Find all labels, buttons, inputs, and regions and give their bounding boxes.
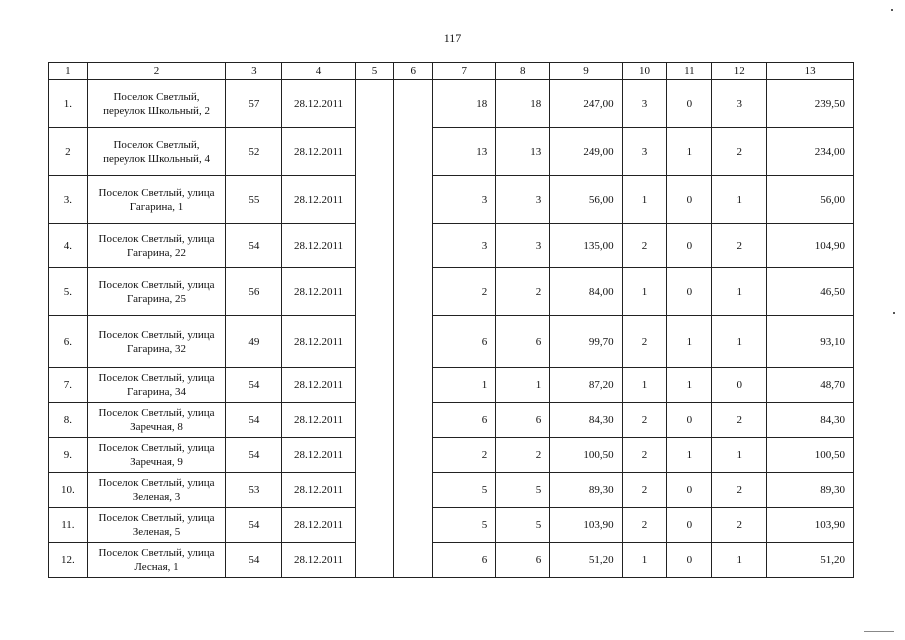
cell-c4: 28.12.2011: [282, 224, 355, 268]
address-line-1: Поселок Светлый,: [113, 138, 200, 151]
cell-c12: 2: [712, 473, 767, 508]
page-number: 117: [443, 31, 462, 45]
address-line-1: Поселок Светлый, улица: [98, 232, 215, 245]
cell-n: 9.: [49, 438, 88, 473]
cell-c10: 1: [622, 543, 667, 578]
table-row: [49, 508, 854, 543]
column-header: 7: [433, 63, 496, 80]
scan-speck: [893, 312, 895, 314]
cell-address: [87, 508, 226, 543]
cell-c6: [394, 508, 433, 543]
cell-c4: 28.12.2011: [282, 128, 355, 176]
cell-c7: 5: [433, 508, 496, 543]
cell-c4: 28.12.2011: [282, 80, 355, 128]
cell-c13: 46,50: [767, 268, 854, 316]
cell-n: 7.: [49, 368, 88, 403]
table-row: [49, 176, 854, 224]
cell-c3: 55: [226, 176, 282, 224]
address-line-2: переулок Школьный, 4: [103, 152, 210, 165]
cell-c12: 0: [712, 368, 767, 403]
address-line-1: Поселок Светлый, улица: [98, 372, 215, 384]
cell-c11: 0: [667, 176, 712, 224]
cell-c11: 1: [667, 128, 712, 176]
cell-c5: [355, 438, 394, 473]
table-row: [49, 473, 854, 508]
cell-c13: 89,30: [767, 473, 854, 508]
cell-c11: 0: [667, 268, 712, 316]
cell-c12: 1: [712, 316, 767, 368]
cell-c6: [394, 268, 433, 316]
table-body: [49, 80, 854, 578]
cell-n: 3.: [49, 176, 88, 224]
cell-c9: 99,70: [550, 316, 622, 368]
cell-c3: 54: [226, 438, 282, 473]
cell-c6: [394, 128, 433, 176]
cell-address: [87, 438, 226, 473]
cell-c6: [394, 368, 433, 403]
cell-c6: [394, 403, 433, 438]
cell-c8: 2: [496, 268, 550, 316]
cell-c6: [394, 316, 433, 368]
cell-c4: 28.12.2011: [282, 268, 355, 316]
cell-n: 2: [49, 128, 88, 176]
address-line-2: Зеленая, 5: [132, 526, 181, 538]
cell-address: [87, 176, 226, 224]
scan-speck: [864, 631, 894, 632]
cell-n: 12.: [49, 543, 88, 578]
cell-address: [87, 543, 226, 578]
cell-c11: 0: [667, 473, 712, 508]
address-line-2: Лесная, 1: [134, 561, 179, 573]
table-row: [49, 316, 854, 368]
cell-c9: 84,30: [550, 403, 622, 438]
cell-address: [87, 80, 226, 128]
cell-c6: [394, 473, 433, 508]
address-line-2: Гагарина, 22: [126, 246, 187, 259]
cell-c10: 2: [622, 508, 667, 543]
table-row: [49, 128, 854, 176]
cell-c10: 2: [622, 403, 667, 438]
cell-c13: 56,00: [767, 176, 854, 224]
cell-c11: 0: [667, 403, 712, 438]
cell-c7: 3: [433, 176, 496, 224]
cell-c4: 28.12.2011: [282, 543, 355, 578]
cell-c10: 1: [622, 368, 667, 403]
address-line-1: Поселок Светлый, улица: [98, 442, 215, 454]
cell-c4: 28.12.2011: [282, 473, 355, 508]
cell-address: [87, 403, 226, 438]
cell-address: [87, 224, 226, 268]
cell-n: 1.: [49, 80, 88, 128]
cell-c9: 56,00: [550, 176, 622, 224]
cell-n: 6.: [49, 316, 88, 368]
cell-c4: 28.12.2011: [282, 176, 355, 224]
cell-c5: [355, 368, 394, 403]
cell-c3: 54: [226, 508, 282, 543]
address-line-1: Поселок Светлый, улица: [98, 547, 215, 559]
cell-c11: 1: [667, 438, 712, 473]
cell-c8: 3: [496, 224, 550, 268]
cell-c10: 2: [622, 224, 667, 268]
cell-c11: 1: [667, 368, 712, 403]
address-line-1: Поселок Светлый, улица: [98, 512, 215, 524]
column-header: 12: [712, 63, 767, 80]
cell-c5: [355, 543, 394, 578]
cell-c13: 239,50: [767, 80, 854, 128]
cell-n: 4.: [49, 224, 88, 268]
cell-c12: 1: [712, 438, 767, 473]
cell-c3: 54: [226, 403, 282, 438]
cell-c5: [355, 128, 394, 176]
column-header: 6: [394, 63, 433, 80]
address-line-2: Гагарина, 25: [126, 292, 187, 305]
column-header: 1: [49, 63, 88, 80]
cell-c13: 51,20: [767, 543, 854, 578]
cell-c6: [394, 224, 433, 268]
cell-c8: 1: [496, 368, 550, 403]
cell-address: [87, 128, 226, 176]
cell-c7: 1: [433, 368, 496, 403]
table-row: [49, 543, 854, 578]
cell-c10: 3: [622, 128, 667, 176]
column-header: 3: [226, 63, 282, 80]
cell-c13: 104,90: [767, 224, 854, 268]
cell-c3: 56: [226, 268, 282, 316]
cell-n: 11.: [49, 508, 88, 543]
address-line-1: Поселок Светлый, улица: [98, 477, 215, 489]
cell-c12: 3: [712, 80, 767, 128]
cell-c6: [394, 80, 433, 128]
address-line-2: Заречная, 8: [130, 421, 183, 433]
cell-c7: 2: [433, 268, 496, 316]
table-row: [49, 368, 854, 403]
cell-c5: [355, 508, 394, 543]
table-row: [49, 403, 854, 438]
address-line-2: Гагарина, 34: [126, 386, 187, 398]
cell-c11: 0: [667, 80, 712, 128]
cell-address: [87, 268, 226, 316]
column-header: 9: [550, 63, 622, 80]
cell-c4: 28.12.2011: [282, 316, 355, 368]
cell-c10: 2: [622, 438, 667, 473]
cell-c11: 0: [667, 508, 712, 543]
address-line-2: переулок Школьный, 2: [103, 104, 210, 117]
table-row: [49, 438, 854, 473]
cell-c5: [355, 80, 394, 128]
column-header: 11: [667, 63, 712, 80]
cell-c4: 28.12.2011: [282, 438, 355, 473]
address-line-1: Поселок Светлый, улица: [98, 186, 215, 199]
cell-c4: 28.12.2011: [282, 403, 355, 438]
cell-c5: [355, 268, 394, 316]
cell-c10: 1: [622, 176, 667, 224]
cell-c9: 100,50: [550, 438, 622, 473]
cell-c8: 2: [496, 438, 550, 473]
cell-c9: 84,00: [550, 268, 622, 316]
cell-c12: 2: [712, 403, 767, 438]
table-row: [49, 80, 854, 128]
address-line-2: Заречная, 9: [130, 456, 183, 468]
cell-c9: 87,20: [550, 368, 622, 403]
column-header: 2: [87, 63, 226, 80]
cell-c12: 1: [712, 268, 767, 316]
cell-c3: 54: [226, 543, 282, 578]
cell-c3: 53: [226, 473, 282, 508]
cell-c11: 0: [667, 543, 712, 578]
cell-c10: 2: [622, 473, 667, 508]
cell-c13: 84,30: [767, 403, 854, 438]
table-row: [49, 224, 854, 268]
cell-c3: 54: [226, 368, 282, 403]
cell-c6: [394, 176, 433, 224]
cell-c11: 1: [667, 316, 712, 368]
cell-c7: 3: [433, 224, 496, 268]
table-row: [49, 268, 854, 316]
cell-address: [87, 316, 226, 368]
cell-c12: 1: [712, 543, 767, 578]
housing-registry-table: [48, 62, 854, 578]
cell-c6: [394, 438, 433, 473]
address-line-2: Зеленая, 3: [132, 491, 181, 503]
cell-c8: 18: [496, 80, 550, 128]
cell-c7: 5: [433, 473, 496, 508]
cell-c13: 48,70: [767, 368, 854, 403]
cell-c13: 103,90: [767, 508, 854, 543]
cell-c11: 0: [667, 224, 712, 268]
cell-n: 10.: [49, 473, 88, 508]
column-header: 4: [282, 63, 355, 80]
cell-c3: 52: [226, 128, 282, 176]
cell-n: 8.: [49, 403, 88, 438]
cell-c7: 2: [433, 438, 496, 473]
cell-c7: 18: [433, 80, 496, 128]
cell-c9: 103,90: [550, 508, 622, 543]
address-line-2: Гагарина, 32: [126, 342, 187, 355]
cell-n: 5.: [49, 268, 88, 316]
cell-c7: 6: [433, 316, 496, 368]
cell-c12: 2: [712, 508, 767, 543]
cell-c12: 2: [712, 128, 767, 176]
cell-c13: 234,00: [767, 128, 854, 176]
column-header: 13: [767, 63, 854, 80]
cell-c8: 6: [496, 403, 550, 438]
column-header: 10: [622, 63, 667, 80]
cell-c8: 6: [496, 543, 550, 578]
cell-c5: [355, 224, 394, 268]
cell-c12: 1: [712, 176, 767, 224]
cell-address: [87, 368, 226, 403]
cell-c13: 100,50: [767, 438, 854, 473]
cell-c9: 51,20: [550, 543, 622, 578]
cell-c3: 57: [226, 80, 282, 128]
cell-c7: 6: [433, 403, 496, 438]
address-line-2: Гагарина, 1: [129, 200, 184, 213]
cell-c5: [355, 403, 394, 438]
cell-c12: 2: [712, 224, 767, 268]
column-header: 5: [355, 63, 394, 80]
cell-c13: 93,10: [767, 316, 854, 368]
scan-speck: [891, 9, 893, 11]
address-line-1: Поселок Светлый, улица: [98, 278, 215, 291]
cell-c3: 49: [226, 316, 282, 368]
cell-c9: 135,00: [550, 224, 622, 268]
cell-c8: 6: [496, 316, 550, 368]
cell-c10: 2: [622, 316, 667, 368]
cell-c3: 54: [226, 224, 282, 268]
cell-c4: 28.12.2011: [282, 368, 355, 403]
cell-c5: [355, 473, 394, 508]
cell-c8: 5: [496, 508, 550, 543]
address-line-1: Поселок Светлый, улица: [98, 407, 215, 419]
cell-c7: 13: [433, 128, 496, 176]
cell-c4: 28.12.2011: [282, 508, 355, 543]
address-line-1: Поселок Светлый,: [113, 90, 200, 103]
cell-c8: 5: [496, 473, 550, 508]
cell-c10: 1: [622, 268, 667, 316]
column-number-header-row: [49, 63, 854, 80]
cell-c10: 3: [622, 80, 667, 128]
cell-c9: 249,00: [550, 128, 622, 176]
cell-c7: 6: [433, 543, 496, 578]
cell-c8: 13: [496, 128, 550, 176]
cell-c8: 3: [496, 176, 550, 224]
cell-c6: [394, 543, 433, 578]
cell-c5: [355, 316, 394, 368]
cell-c9: 247,00: [550, 80, 622, 128]
column-header: 8: [496, 63, 550, 80]
cell-c9: 89,30: [550, 473, 622, 508]
cell-c5: [355, 176, 394, 224]
address-line-1: Поселок Светлый, улица: [98, 328, 215, 341]
cell-address: [87, 473, 226, 508]
